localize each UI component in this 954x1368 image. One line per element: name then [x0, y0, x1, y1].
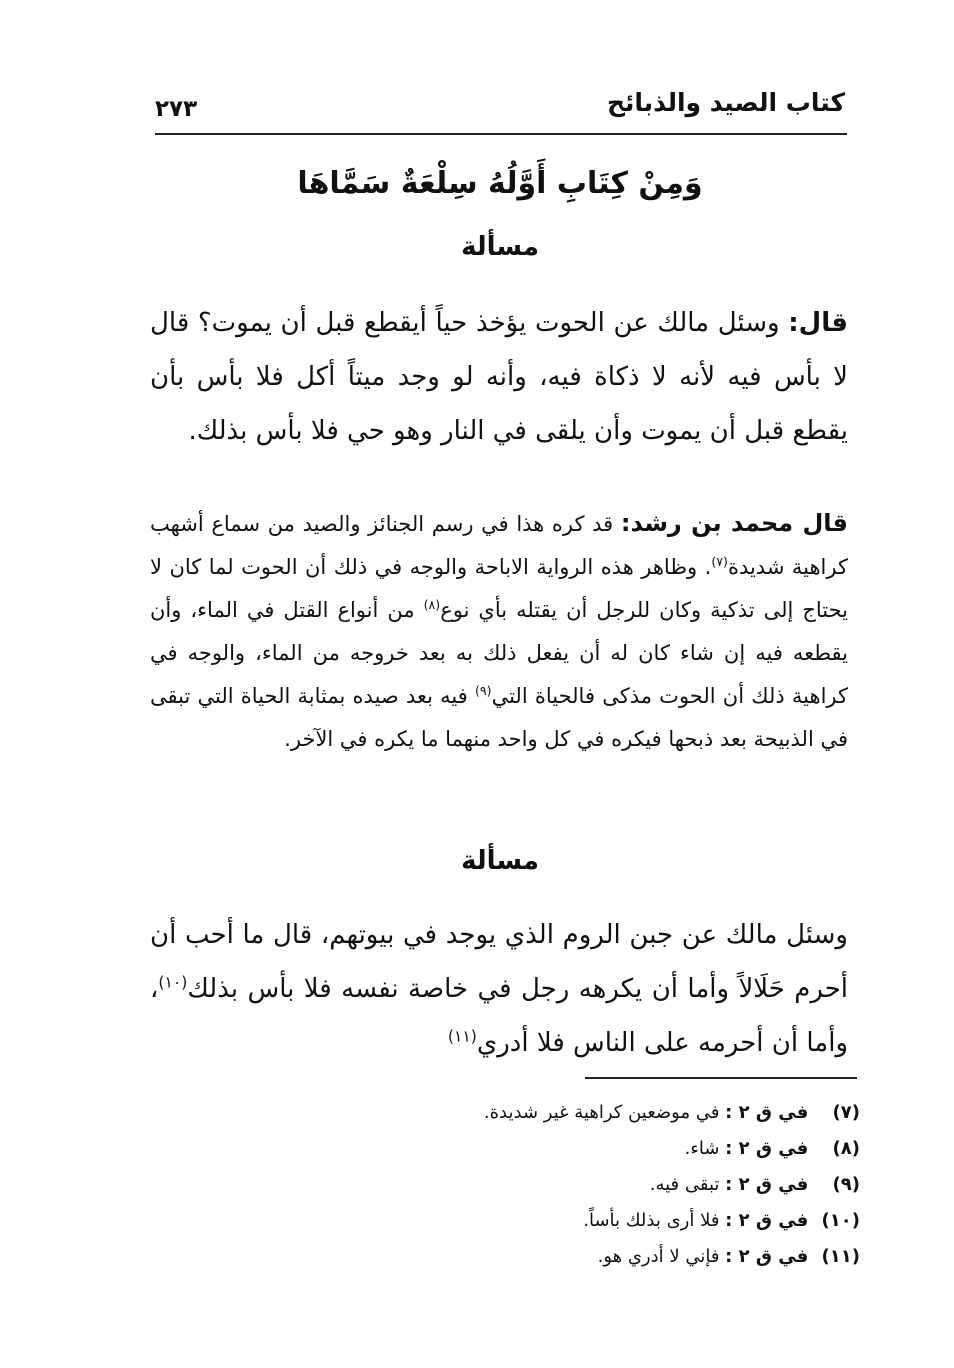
footnote-number: (١٠): [821, 1210, 860, 1231]
page-header: [155, 88, 845, 128]
footnote-ref-11[interactable]: (١١): [447, 1027, 477, 1046]
section-heading-1: مسألة: [461, 232, 539, 262]
running-title: كتاب الصيد والذبائح: [606, 88, 845, 117]
footnote-item: [300, 1095, 860, 1131]
footnote-ref-10[interactable]: (١٠): [158, 973, 188, 992]
commentary-text-4: فيه بعد صيده بمثابة الحياة التي تبقى في الذبيحة بعد ذبحها فيكره في كل واحد منهما ما يكره في الآخر.: [150, 684, 848, 751]
footnote-source: في ق ٢ :: [725, 1246, 809, 1267]
footnotes-list: [300, 1095, 860, 1275]
section-heading-2: مسألة: [461, 846, 539, 876]
commentary-text-1: قد كره هذا في رسم الجنائز والصيد من سماع أشهب كراهية شديدة: [150, 512, 848, 579]
commentary-text-2: . وظاهر هذه الرواية الاباحة والوجه في ذلك أن الحوت لما كان لا يحتاج إلى تذكية وكان للرجل أن يقتله بأي نوع: [150, 555, 849, 622]
commentary-paragraph: [150, 502, 848, 761]
footnote-item: [300, 1167, 860, 1203]
header-rule: [155, 133, 847, 135]
chapter-heading: وَمِنْ كِتَابِ أَوَّلُهُ سِلْعَةٌ سَمَّاهَا: [297, 166, 703, 201]
paragraph-1-text: وسئل مالك عن الحوت يؤخذ حياً أيقطع قبل أن يموت؟ قال لا بأس فيه لأنه لا ذكاة فيه، وأنه لو وجد ميتاً أكل فلا بأس بأن يقطع قبل أن يموت وأن يلقى في النار وهو حي فلا بأس بذلك.: [150, 308, 848, 446]
paragraph-2-text-1: وسئل مالك عن جبن الروم الذي يوجد في بيوتهم، قال ما أحب أن أحرم حَلَالاً وأما أن يكرهه رجل في خاصة نفسه فلا بأس بذلك: [150, 920, 848, 1004]
footnote-text: تبقى فيه.: [649, 1174, 720, 1195]
paragraph-2-text-2: ، وأما أن أحرمه على الناس فلا أدري: [150, 974, 848, 1058]
page-number: ٢٧٣: [155, 96, 198, 122]
footnote-number: (١١): [821, 1246, 860, 1267]
footnote-item: [300, 1239, 860, 1275]
footnote-source: في ق ٢ :: [725, 1210, 809, 1231]
footnote-text: فلا أرى بذلك بأساً.: [583, 1210, 720, 1231]
footnote-ref-8[interactable]: (٨): [423, 597, 441, 612]
footnote-source: في ق ٢ :: [725, 1102, 809, 1123]
footnote-number: (٧): [832, 1102, 860, 1123]
paragraph-1: [150, 296, 848, 458]
footnote-item: [300, 1203, 860, 1239]
commentary-lead: قال محمد بن رشد:: [620, 509, 848, 537]
footnote-ref-7[interactable]: (٧): [711, 554, 728, 569]
footnote-text: شاء.: [684, 1138, 720, 1159]
footnote-text: فإني لا أدري هو.: [597, 1246, 720, 1267]
footnote-item: [300, 1131, 860, 1167]
footnote-number: (٨): [832, 1138, 860, 1159]
footnote-ref-9[interactable]: (٩): [474, 683, 492, 698]
footnote-text: في موضعين كراهية غير شديدة.: [483, 1102, 720, 1123]
paragraph-2: [150, 908, 848, 1070]
footnote-source: في ق ٢ :: [725, 1138, 809, 1159]
footnote-source: في ق ٢ :: [725, 1174, 809, 1195]
paragraph-1-lead: قال:: [788, 308, 848, 338]
commentary-text-3: من أنواع القتل في الماء، وأن يقطعه فيه إن شاء كان له أن يفعل ذلك به بعد خروجه من الماء، والوجه في كراهية ذلك أن الحوت مذكى فالحياة التي: [150, 598, 848, 708]
footnote-number: (٩): [832, 1174, 860, 1195]
footnote-rule: [585, 1077, 857, 1079]
